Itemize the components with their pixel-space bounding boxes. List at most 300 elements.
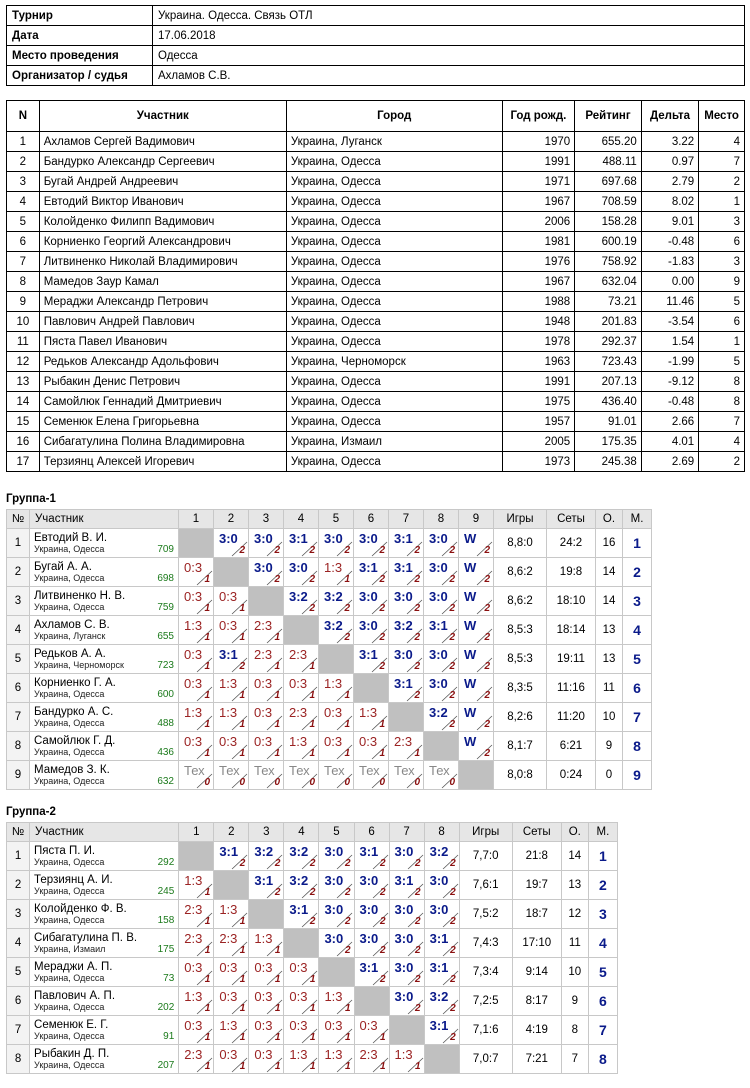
group-place: 7 — [588, 1016, 617, 1045]
participant-row — [7, 212, 745, 232]
participant-cell: 1948 — [502, 312, 575, 332]
group-row — [7, 1016, 618, 1045]
group-result-cell — [424, 674, 459, 703]
group-row — [7, 987, 618, 1016]
group-result-cell — [179, 871, 214, 900]
result-points: 1 — [204, 945, 211, 956]
result-score: 2:3 — [394, 734, 413, 749]
result-score: 3:1 — [429, 618, 448, 633]
group-result-cell — [424, 558, 459, 587]
participant-cell: Украина, Одесса — [286, 452, 502, 472]
result-points: 2 — [379, 632, 385, 643]
group-player-rating: 175 — [157, 944, 175, 955]
result-points: 2 — [414, 603, 420, 614]
result-points: 2 — [379, 887, 386, 898]
group-result-cell — [319, 529, 354, 558]
group-result-cell — [424, 761, 459, 790]
participant-cell: Корниенко Георгий Александрович — [39, 232, 286, 252]
group-result-cell — [354, 529, 389, 558]
participant-cell: Украина, Одесса — [286, 212, 502, 232]
group-row-num: 1 — [7, 529, 30, 558]
group-player-cell — [30, 703, 179, 732]
participant-cell: 1967 — [502, 272, 575, 292]
info-key: Место проведения — [7, 46, 153, 66]
result-score: 3:0 — [359, 531, 378, 546]
group-result-cell — [354, 871, 389, 900]
group-result-cell — [249, 703, 284, 732]
result-points: 2 — [450, 858, 456, 869]
group-points: 14 — [561, 842, 588, 871]
result-score: 0:3 — [219, 734, 238, 749]
group-result-cell — [284, 900, 319, 929]
participant-row — [7, 412, 745, 432]
group-player-cell — [30, 842, 179, 871]
group-result-cell — [179, 587, 214, 616]
result-score: 1:3 — [184, 873, 203, 888]
result-points: 1 — [274, 661, 280, 672]
result-score: Тех — [324, 763, 345, 778]
participant-cell: Украина, Одесса — [286, 192, 502, 212]
result-points: 1 — [379, 1032, 386, 1043]
group-player-rating: 292 — [157, 857, 175, 868]
result-points: 1 — [344, 719, 350, 730]
group-place: 8 — [588, 1045, 617, 1074]
result-score: 3:2 — [429, 705, 448, 720]
participants-header-cell: Рейтинг — [575, 101, 642, 132]
group-result-cell — [284, 842, 319, 871]
result-score: 3:0 — [359, 589, 378, 604]
group-sets: 18:14 — [547, 616, 596, 645]
group-player-city: Украина, Луганск — [34, 631, 106, 641]
result-score: 3:1 — [359, 844, 379, 859]
result-points: 2 — [274, 858, 281, 869]
group-result-cell — [249, 1045, 284, 1074]
result-points: 2 — [450, 1032, 456, 1043]
result-points: 0 — [449, 777, 455, 788]
result-score: 3:0 — [394, 647, 413, 662]
group-result-cell — [249, 616, 284, 645]
group-row — [7, 958, 618, 987]
group-player-city-line — [34, 1031, 174, 1041]
result-score: 2:3 — [184, 1047, 203, 1062]
participants-header-cell: Дельта — [641, 101, 698, 132]
result-score: 3:0 — [429, 902, 449, 917]
group-sets: 11:16 — [547, 674, 596, 703]
group-result-cell — [179, 1016, 214, 1045]
participant-cell: 0.97 — [641, 152, 698, 172]
result-points: 1 — [379, 1061, 386, 1072]
group-player-name: Павлович А. П. — [34, 990, 116, 1002]
result-points: 1 — [274, 974, 281, 985]
group-result-cell — [319, 842, 354, 871]
group-row — [7, 616, 652, 645]
group-header-row — [7, 823, 618, 842]
result-points: 1 — [415, 1061, 421, 1072]
group-header-player: Участник — [30, 510, 179, 529]
participant-cell: 5 — [699, 292, 745, 312]
participant-cell: 158.28 — [575, 212, 642, 232]
result-score: 3:1 — [394, 560, 413, 575]
group-row — [7, 645, 652, 674]
group-player-rating: 202 — [157, 1002, 175, 1013]
group-self-cell — [249, 587, 284, 616]
result-points: 2 — [450, 916, 456, 927]
group-result-cell — [459, 703, 494, 732]
group-games: 7,2:5 — [459, 987, 512, 1016]
group-player-rating: 723 — [157, 660, 174, 671]
result-score: 1:3 — [219, 705, 238, 720]
result-score: W — [464, 734, 477, 749]
participant-cell: 1978 — [502, 332, 575, 352]
group-player-name: Бандурко А. С. — [34, 706, 114, 718]
group-result-cell — [179, 958, 214, 987]
group-result-cell — [319, 761, 354, 790]
group-player-city-line — [34, 973, 174, 983]
group-result-cell — [424, 958, 459, 987]
result-points: 1 — [274, 1003, 281, 1014]
group-games: 8,1:7 — [494, 732, 547, 761]
group-row — [7, 703, 652, 732]
result-score: 3:2 — [394, 618, 413, 633]
group-result-cell — [214, 587, 249, 616]
group-header-games: Игры — [494, 510, 547, 529]
result-score: 2:3 — [359, 1047, 378, 1062]
result-score: Тех — [289, 763, 310, 778]
participant-cell: Украина, Одесса — [286, 272, 502, 292]
group-result-cell — [459, 732, 494, 761]
group-result-cell — [389, 900, 424, 929]
participant-cell: 8 — [7, 272, 40, 292]
result-score: 0:3 — [219, 960, 238, 975]
result-score: 0:3 — [184, 960, 203, 975]
group-place: 3 — [623, 587, 652, 616]
group-self-cell — [354, 987, 389, 1016]
participant-cell: Украина, Измаил — [286, 432, 502, 452]
group-result-cell — [284, 871, 319, 900]
group-result-cell — [459, 645, 494, 674]
result-score: 1:3 — [219, 1018, 238, 1033]
group-player-name: Рыбакин Д. П. — [34, 1048, 110, 1060]
group-header-opponent: 8 — [424, 510, 459, 529]
result-points: 2 — [415, 1003, 421, 1014]
group-place: 5 — [588, 958, 617, 987]
participant-cell: -1.99 — [641, 352, 698, 372]
group-result-cell — [389, 529, 424, 558]
participant-cell: 1957 — [502, 412, 575, 432]
group-player-city-line — [34, 602, 174, 612]
result-points: 2 — [450, 945, 456, 956]
result-points: 1 — [204, 661, 210, 672]
result-score: 0:3 — [184, 647, 203, 662]
group-result-cell — [459, 616, 494, 645]
result-score: W — [464, 676, 477, 691]
result-points: 2 — [415, 916, 421, 927]
group-header-sets: Сеты — [512, 823, 561, 842]
group-player-rating: 488 — [157, 718, 174, 729]
participant-cell: 723.43 — [575, 352, 642, 372]
result-points: 1 — [344, 748, 350, 759]
group-player-rating: 207 — [157, 1060, 175, 1071]
group-result-cell — [389, 842, 424, 871]
group-result-cell — [424, 616, 459, 645]
group-self-cell — [284, 616, 319, 645]
result-score: 2:3 — [289, 705, 308, 720]
group-games: 7,4:3 — [459, 929, 512, 958]
group-player-cell — [30, 958, 179, 987]
group-result-cell — [319, 587, 354, 616]
group-row-num: 8 — [7, 732, 30, 761]
group-row — [7, 529, 652, 558]
result-points: 2 — [274, 887, 281, 898]
group-result-cell — [284, 587, 319, 616]
participant-cell: 1976 — [502, 252, 575, 272]
participant-cell: Украина, Одесса — [286, 412, 502, 432]
group-result-cell — [424, 842, 459, 871]
group-result-cell — [249, 674, 284, 703]
participant-cell: 2005 — [502, 432, 575, 452]
result-score: 0:3 — [184, 560, 203, 575]
group-player-rating: 245 — [157, 886, 175, 897]
group-result-cell — [389, 958, 424, 987]
result-points: 1 — [204, 916, 211, 927]
group-row — [7, 871, 618, 900]
participant-cell: 4 — [699, 132, 745, 152]
group-result-cell — [389, 645, 424, 674]
group-player-name: Корниенко Г. А. — [34, 677, 116, 689]
group-result-cell — [249, 987, 284, 1016]
group-player-city-line — [34, 660, 174, 670]
group-player-cell — [30, 558, 179, 587]
result-points: 0 — [204, 777, 210, 788]
group-result-cell — [354, 732, 389, 761]
info-key: Дата — [7, 26, 153, 46]
group-player-cell — [30, 1016, 179, 1045]
group-player-city: Украина, Одесса — [34, 886, 105, 896]
group-points: 0 — [596, 761, 623, 790]
result-score: 1:3 — [184, 618, 203, 633]
result-points: 2 — [344, 545, 350, 556]
group-player-cell — [30, 900, 179, 929]
group-result-cell — [319, 929, 354, 958]
group-player-cell — [30, 987, 179, 1016]
result-points: 2 — [484, 632, 490, 643]
result-points: 1 — [274, 748, 280, 759]
group-player-city-line — [34, 915, 174, 925]
participant-cell: 1 — [7, 132, 40, 152]
participant-cell: Павлович Андрей Павлович — [39, 312, 286, 332]
group-result-cell — [179, 987, 214, 1016]
group-result-cell — [214, 616, 249, 645]
group-place: 7 — [623, 703, 652, 732]
participant-cell: 1967 — [502, 192, 575, 212]
group-player-city: Украина, Одесса — [34, 689, 105, 699]
group-row-num: 6 — [7, 987, 30, 1016]
group-result-cell — [424, 1016, 459, 1045]
info-value: 17.06.2018 — [153, 26, 745, 46]
group-self-cell — [424, 1045, 459, 1074]
group-result-cell — [354, 558, 389, 587]
result-points: 2 — [309, 916, 316, 927]
participant-cell: 9.01 — [641, 212, 698, 232]
participant-cell: 1970 — [502, 132, 575, 152]
participant-cell: 1 — [699, 192, 745, 212]
participant-cell: Украина, Одесса — [286, 232, 502, 252]
group-games: 7,0:7 — [459, 1045, 512, 1074]
group-result-cell — [249, 842, 284, 871]
participant-cell: 7 — [699, 412, 745, 432]
group-games: 8,5:3 — [494, 616, 547, 645]
result-score: 0:3 — [254, 1047, 273, 1062]
group-player-city-line — [34, 944, 174, 954]
result-points: 2 — [449, 574, 455, 585]
group-points: 9 — [561, 987, 588, 1016]
participant-cell: 15 — [7, 412, 40, 432]
group-place: 2 — [623, 558, 652, 587]
result-score: 3:0 — [429, 873, 449, 888]
group-games: 7,7:0 — [459, 842, 512, 871]
result-points: 1 — [239, 748, 245, 759]
participant-cell: 1988 — [502, 292, 575, 312]
group-result-cell — [389, 732, 424, 761]
group-sets: 0:24 — [547, 761, 596, 790]
group-result-cell — [319, 1045, 354, 1074]
result-score: 3:2 — [254, 844, 274, 859]
group-result-cell — [354, 929, 389, 958]
group-result-cell — [214, 761, 249, 790]
group-result-cell — [424, 900, 459, 929]
result-points: 1 — [274, 690, 280, 701]
group-points: 16 — [596, 529, 623, 558]
tournament-info-table — [6, 5, 745, 86]
result-score: 3:1 — [219, 844, 239, 859]
group-row-num: 3 — [7, 587, 30, 616]
result-score: 3:0 — [324, 902, 344, 917]
group-place: 9 — [623, 761, 652, 790]
group-games: 8,0:8 — [494, 761, 547, 790]
result-score: 1:3 — [324, 989, 343, 1004]
result-points: 2 — [484, 661, 490, 672]
group-sets: 19:8 — [547, 558, 596, 587]
group-result-cell — [389, 871, 424, 900]
group-player-rating: 655 — [157, 631, 174, 642]
participant-row — [7, 352, 745, 372]
group-player-rating: 698 — [157, 573, 174, 584]
group-self-cell — [389, 1016, 424, 1045]
group-games: 7,6:1 — [459, 871, 512, 900]
result-score: 0:3 — [254, 989, 273, 1004]
result-points: 2 — [415, 945, 421, 956]
result-points: 2 — [484, 690, 490, 701]
result-points: 1 — [239, 1032, 246, 1043]
participant-cell: Литвиненко Николай Владимирович — [39, 252, 286, 272]
result-score: 1:3 — [289, 1047, 308, 1062]
result-points: 1 — [414, 748, 420, 759]
result-points: 1 — [274, 719, 280, 730]
result-score: 0:3 — [184, 734, 203, 749]
group-self-cell — [249, 900, 284, 929]
result-points: 2 — [344, 945, 351, 956]
result-points: 1 — [274, 1061, 281, 1072]
group-header-games: Игры — [459, 823, 512, 842]
result-score: 3:1 — [394, 531, 413, 546]
participant-cell: 697.68 — [575, 172, 642, 192]
participant-cell: 2 — [699, 452, 745, 472]
group-points: 9 — [596, 732, 623, 761]
group-player-city-line — [34, 544, 174, 554]
result-score: 3:1 — [289, 902, 309, 917]
group-header-num: № — [7, 823, 30, 842]
result-points: 2 — [344, 887, 351, 898]
result-points: 2 — [484, 574, 490, 585]
result-score: 0:3 — [219, 1047, 238, 1062]
participant-cell: -0.48 — [641, 392, 698, 412]
group-sets: 19:11 — [547, 645, 596, 674]
result-score: Тех — [394, 763, 415, 778]
result-points: 1 — [239, 1003, 246, 1014]
info-key: Турнир — [7, 6, 153, 26]
result-points: 2 — [379, 574, 385, 585]
group-player-city-line — [34, 857, 174, 867]
result-score: 1:3 — [254, 931, 273, 946]
result-score: W — [464, 647, 477, 662]
group-points: 14 — [596, 558, 623, 587]
group-row-num: 8 — [7, 1045, 30, 1074]
group-row-num: 6 — [7, 674, 30, 703]
participant-cell: Украина, Одесса — [286, 292, 502, 312]
result-score: 3:0 — [429, 589, 448, 604]
result-points: 1 — [344, 1061, 351, 1072]
participant-cell: 7 — [699, 152, 745, 172]
result-points: 1 — [309, 661, 315, 672]
result-points: 1 — [239, 632, 245, 643]
result-score: 3:2 — [289, 844, 309, 859]
group-result-cell — [389, 1045, 424, 1074]
result-points: 1 — [204, 1003, 211, 1014]
group-result-cell — [179, 558, 214, 587]
participant-cell: -9.12 — [641, 372, 698, 392]
result-points: 2 — [450, 1003, 456, 1014]
group-player-name: Сибагатулина П. В. — [34, 932, 138, 944]
group-header-opponent: 7 — [389, 823, 424, 842]
info-key: Организатор / судья — [7, 66, 153, 86]
group-result-cell — [284, 674, 319, 703]
result-points: 2 — [309, 574, 315, 585]
group-player-city: Украина, Одесса — [34, 718, 105, 728]
result-points: 1 — [239, 945, 246, 956]
group-player-name: Евтодий В. И. — [34, 532, 108, 544]
result-score: 0:3 — [324, 705, 343, 720]
result-points: 2 — [449, 603, 455, 614]
result-points: 2 — [379, 858, 386, 869]
group-result-cell — [249, 732, 284, 761]
result-points: 1 — [204, 690, 210, 701]
group-row-num: 4 — [7, 929, 30, 958]
result-points: 2 — [379, 603, 385, 614]
group-points: 8 — [561, 1016, 588, 1045]
result-points: 1 — [204, 1032, 211, 1043]
result-score: 3:1 — [394, 873, 414, 888]
participant-cell: 3 — [7, 172, 40, 192]
result-score: 3:0 — [359, 873, 379, 888]
participant-cell: 2 — [699, 172, 745, 192]
group-result-cell — [424, 703, 459, 732]
group-games: 7,5:2 — [459, 900, 512, 929]
result-score: 3:0 — [394, 989, 414, 1004]
participants-header-cell: Год рожд. — [502, 101, 575, 132]
result-points: 2 — [344, 632, 350, 643]
result-points: 2 — [414, 574, 420, 585]
result-score: 1:3 — [359, 705, 378, 720]
